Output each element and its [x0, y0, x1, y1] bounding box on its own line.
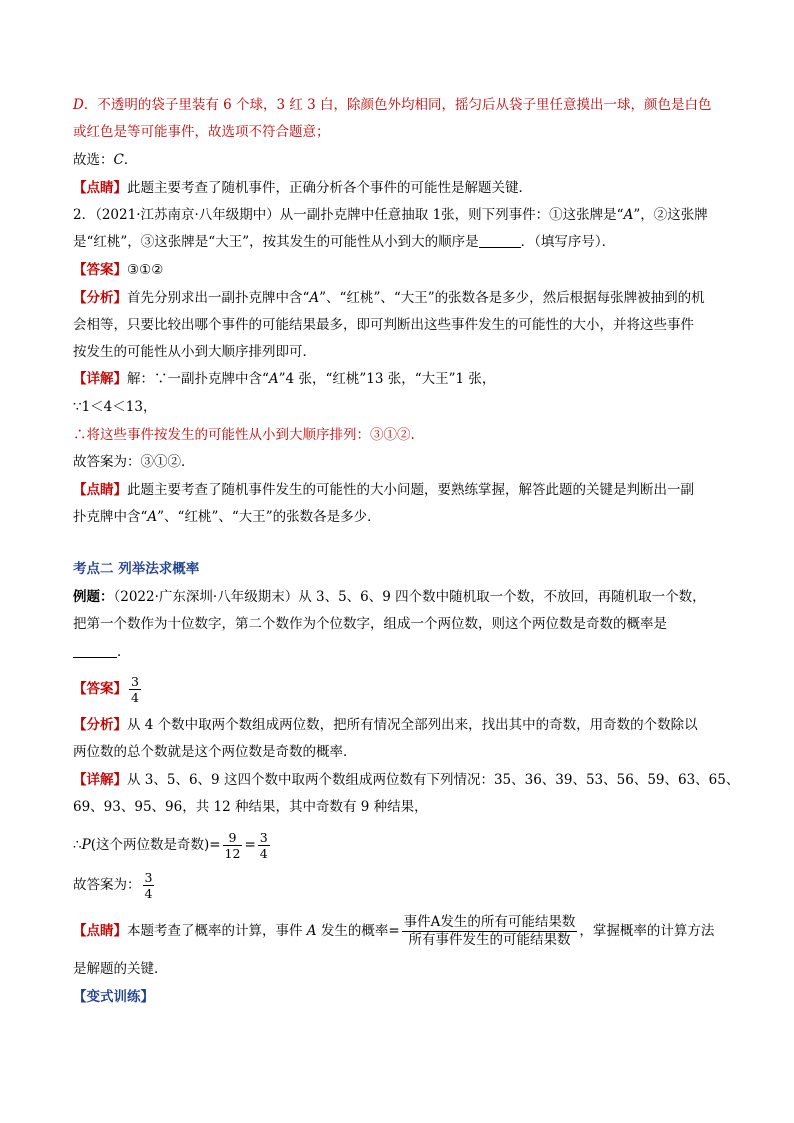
section-heading: 考点二 列举法求概率 [73, 561, 200, 577]
s2-dianjing-text-a: 本题考查了概率的计算，事件 [127, 923, 307, 939]
dianjing-text: 此题主要考查了随机事件，正确分析各个事件的可能性是解题关键． [127, 180, 532, 196]
answer-num: 3 [131, 674, 139, 689]
choice-prefix: 故选： [73, 152, 114, 168]
q2-line-1 [73, 206, 733, 224]
s2-answer [73, 672, 733, 706]
q2-text-c: 是“红桃”，③这张牌是“大王”，按其发生的可能性从小到大的顺序是 [73, 234, 479, 250]
xiangjie-text-3: ∴将这些事件按发生的可能性从小到大顺序排列：③①②. [73, 427, 415, 443]
prob-fraction-1 [223, 830, 243, 861]
example-line-2 [73, 615, 733, 633]
s2-fenxi-1 [73, 716, 733, 734]
q2-text-b: ”，②这张牌 [633, 207, 708, 223]
answer-den: 4 [131, 690, 139, 705]
option-d-line-2 [73, 123, 733, 141]
q2-fenxi-3 [73, 343, 733, 361]
xiangjie-text-a: 解：∵一副扑克牌中含“ [127, 371, 269, 387]
xiangjie-tag: 【详解】 [73, 371, 127, 387]
option-d-line-1 [73, 96, 733, 114]
q2-text-d: ．（填写序号）． [520, 234, 616, 250]
option-d-label: D [73, 97, 84, 113]
q2-xiangjie-2 [73, 398, 733, 416]
dianjing-text-2a: 扑克牌中含“ [73, 509, 148, 525]
bianshi-tag: 【变式训练】 [73, 989, 154, 1005]
s2-xiangjie-text-2: 69、93、95、96，共 12 种结果，其中奇数有 9 种结果， [73, 799, 428, 815]
frac1-den: 12 [224, 846, 241, 861]
dianjing-text-2b: ”、“红桃”、“大王”的张数各是多少． [157, 509, 381, 525]
daan-tag: 【答案】 [73, 262, 127, 278]
probability-formula [402, 914, 578, 949]
q2-answer [73, 261, 733, 279]
answer-value: ③①② [127, 262, 164, 278]
fenxi-text-3: 按发生的可能性从小到大顺序排列即可． [73, 344, 316, 360]
dianjing-tag-2: 【点睛】 [73, 482, 127, 498]
answer-fraction [129, 674, 141, 705]
p-text: (这个两位数是奇数)= [90, 837, 221, 853]
s2-fenxi-2 [73, 743, 733, 761]
final-num: 3 [144, 870, 153, 885]
dianjing-tag-3: 【点睛】 [73, 923, 127, 939]
dianjing-var-a: A [147, 509, 158, 525]
s2-dianjing-var-a: A [306, 923, 317, 939]
answer-line-text: 故答案为：③①②． [73, 454, 195, 470]
probability-line [73, 826, 733, 864]
fenxi-var-a: A [309, 290, 320, 306]
dianjing-text-2: 此题主要考查了随机事件发生的可能性的大小问题，要熟练掌握，解答此题的关键是判断出一副 [127, 482, 694, 498]
s2-dianjing-1 [73, 911, 733, 951]
xiangjie-text-2: ∵1＜4＜13， [73, 399, 157, 415]
example-line-3 [73, 643, 733, 661]
variant-training-heading [73, 988, 733, 1006]
example-text-2: 把第一个数作为十位数字，第二个数作为个位数字，组成一个两位数，则这个两位数是奇数的概率是 [73, 616, 667, 632]
example-line-1 [73, 588, 733, 606]
s2-xiangjie-2 [73, 798, 733, 816]
q2-dianjing-1 [73, 481, 733, 499]
fenxi-text-b: ”、“红桃”、“大王”的张数各是多少，然后根据每张牌被抽到的机 [319, 290, 705, 306]
example-label: 例题： [73, 589, 114, 605]
fenxi-tag: 【分析】 [73, 290, 127, 306]
q2-xiangjie-3 [73, 426, 733, 444]
p-symbol: P [81, 837, 91, 853]
frac2-den: 4 [259, 846, 268, 861]
fenxi-tag-2: 【分析】 [73, 717, 127, 733]
xiangjie-var-a: A [268, 371, 279, 387]
final-prefix: 故答案为： [73, 877, 141, 893]
xiangjie-text-b: ”4 张，“红桃”13 张，“大王”1 张， [278, 371, 496, 387]
example-text-3: ． [117, 644, 131, 660]
formula-num: 事件A发生的所有可能结果数 [403, 914, 576, 930]
example-blank [73, 644, 117, 658]
choice-value: C [113, 152, 124, 168]
q2-xiangjie-1 [73, 370, 733, 388]
s2-dianjing-2 [73, 960, 733, 978]
frac2-num: 3 [259, 830, 268, 845]
dianjing-tag: 【点睛】 [73, 180, 127, 196]
s2-dianjing-text-2: 是解题的关键． [73, 961, 168, 977]
frac1-num: 9 [223, 830, 243, 846]
s2-fenxi-text-1: 从 4 个数中取两个数组成两位数，把所有情况全部列出来，找出其中的奇数，用奇数的个数除以 [127, 717, 698, 733]
s2-xiangjie-1 [73, 771, 740, 789]
answer-blank [479, 234, 521, 248]
q2-fenxi-1 [73, 289, 733, 307]
final-den: 4 [144, 886, 153, 901]
xiangjie-tag-2: 【详解】 [73, 772, 127, 788]
option-d-text-2: 或红色是等可能事件，故选项不符合题意； [73, 124, 330, 140]
choice-suffix: ． [123, 152, 138, 168]
q2-line-2 [73, 233, 733, 251]
therefore-symbol: ∴ [73, 837, 82, 853]
formula-den: 所有事件发生的可能结果数 [408, 932, 571, 948]
dianjing-1 [73, 179, 733, 197]
final-fraction [143, 870, 155, 901]
q2-fenxi-2 [73, 316, 733, 334]
example-text-1: （2022·广东深圳·八年级期末）从 3、5、6、9 四个数中随机取一个数，不放回，再随机取一个数， [113, 589, 706, 605]
choice-line [73, 151, 733, 169]
prob-fraction-2 [258, 830, 270, 861]
q2-answer-line [73, 453, 733, 471]
q2-text-a: 2．（2021·江苏南京·八年级期中）从一副扑克牌中任意抽取 1张，则下列事件：①这张牌是“ [73, 207, 624, 223]
q2-dianjing-2 [73, 508, 733, 526]
s2-fenxi-text-2: 两位数的总个数就是这个两位数是奇数的概率． [73, 744, 357, 760]
final-answer-line [73, 866, 733, 904]
s2-dianjing-text-c: ，掌握概率的计算方法 [579, 923, 715, 939]
q2-var-a: A [623, 207, 634, 223]
equals-sign: = [244, 837, 256, 853]
fenxi-text-2: 会相等，只要比较出哪个事件的可能结果最多，即可判断出这些事件发生的可能性的大小，并将这些事件 [73, 317, 694, 333]
daan-tag-2: 【答案】 [73, 681, 127, 697]
fenxi-text-a: 首先分别求出一副扑克牌中含“ [127, 290, 310, 306]
option-d-text: ．不透明的袋子里装有 6 个球，3 红 3 白，除颜色外均相同，摇匀后从袋子里任意摸出一球，颜色是白色 [83, 97, 712, 113]
s2-xiangjie-text-1: 从 3、5、6、9 这四个数中取两个数组成两位数有下列情况：35、36、39、53、56、59、63、65、 [127, 772, 740, 788]
s2-dianjing-text-b: 发生的概率= [316, 923, 400, 939]
